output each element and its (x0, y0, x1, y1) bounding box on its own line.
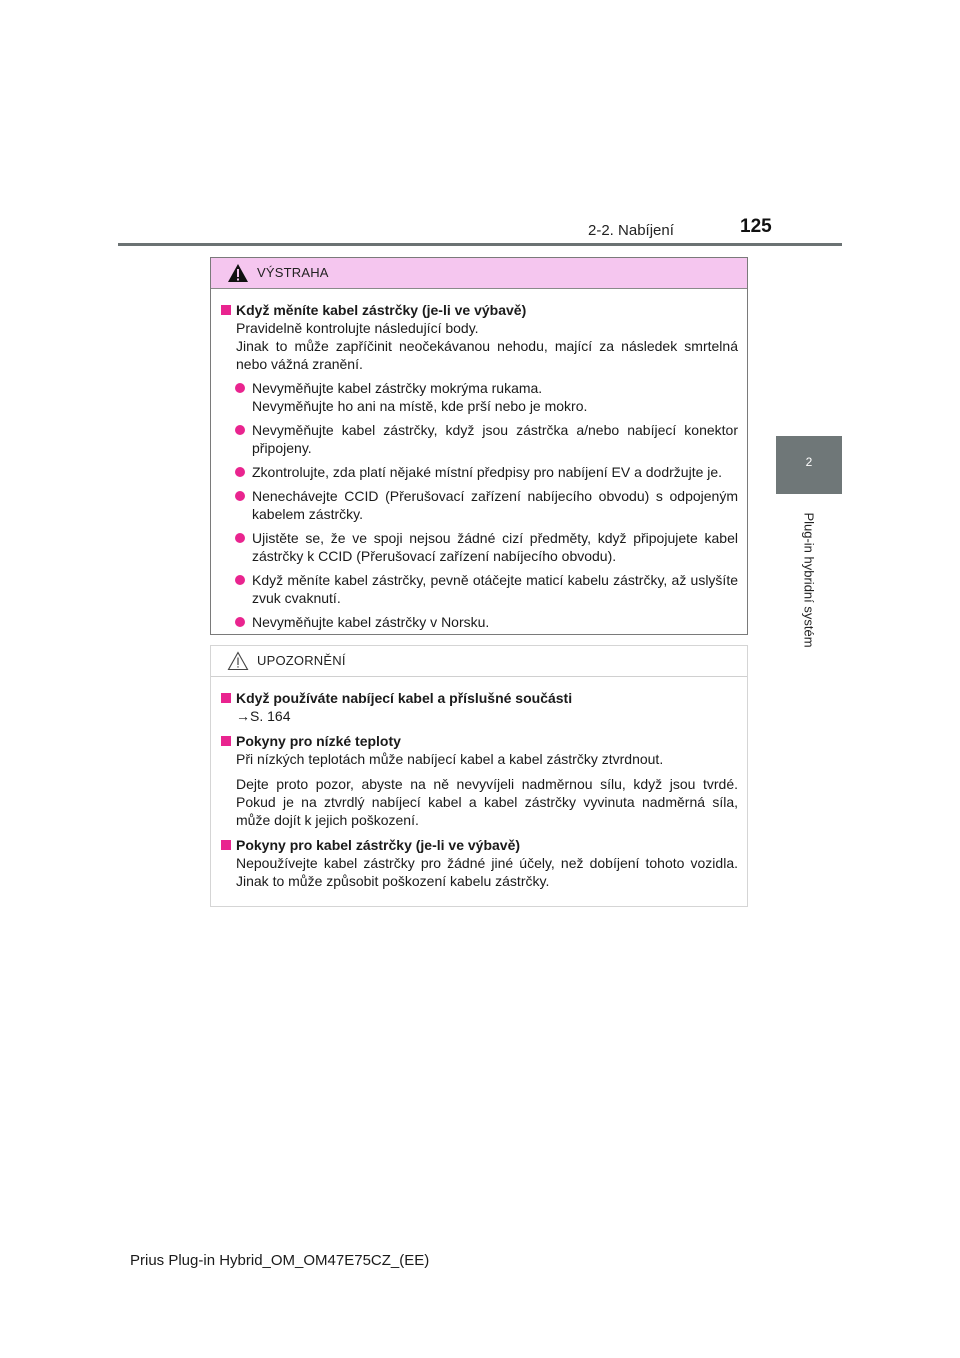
warning-intro: Pravidelně kontrolujte následující body. (236, 320, 479, 336)
dot-bullet-icon (235, 617, 245, 627)
list-item: Nevyměňujte kabel zástrčky, když jsou zástrčka a/nebo nabíjecí konektor připojeny. (220, 421, 738, 457)
warning-content (211, 289, 747, 631)
dot-bullet-icon (235, 425, 245, 435)
chapter-tab: 2 (776, 436, 842, 494)
caution-content (211, 677, 747, 890)
dot-bullet-icon (235, 491, 245, 501)
caution-heading-2: Pokyny pro nízké teploty (220, 732, 738, 750)
caution-box (210, 645, 748, 907)
header-rule (118, 243, 842, 246)
caution-text-3: Nepoužívejte kabel zástrčky pro žádné jiné účely, než dobíjení tohoto vozidla. Jinak to může způsobit poškození kabelu zástrčky. (236, 855, 738, 889)
caution-heading-3: Pokyny pro kabel zástrčky (je-li ve výbavě) (220, 836, 738, 854)
caution-title: UPOZORNĚNÍ (257, 653, 346, 668)
warning-heading: Když měníte kabel zástrčky (je-li ve výbavě) (220, 301, 738, 319)
page-number: 125 (740, 216, 772, 237)
section-title: 2-2. Nabíjení (588, 222, 674, 239)
warning-box (210, 257, 748, 635)
list-item: Ujistěte se, že ve spoji nejsou žádné cizí předměty, když připojujete kabel zástrčky k CCID (Přerušovací zařízení nabíjecího obvodu). (220, 529, 738, 565)
dot-bullet-icon (235, 575, 245, 585)
caution-box-header (211, 646, 747, 677)
list-item: Nenechávejte CCID (Přerušovací zařízení nabíjecího obvodu) s odpojeným kabelem zástrčky. (220, 487, 738, 523)
caution-heading-1: Když používáte nabíjecí kabel a příslušné součásti (220, 689, 738, 707)
caution-text-2b: Dejte proto pozor, abyste na ně nevyvíjeli nadměrnou sílu, když jsou tvrdé. Pokud je na ztvrdlý nabíjecí kabel a kabel zástrčky vyvinuta nadměrná síla, může dojít k jejich poškození. (236, 776, 738, 828)
caution-text-1: →S. 164 (236, 708, 291, 724)
document-id: Prius Plug-in Hybrid_OM_OM47E75CZ_(EE) (130, 1252, 430, 1269)
dot-bullet-icon (235, 533, 245, 543)
chapter-label (776, 500, 842, 660)
chapter-label-text: Plug-in hybridní systém (801, 512, 817, 648)
caution-text-2a: Při nízkých teplotách může nabíjecí kabel a kabel zástrčky ztvrdnout. (236, 751, 664, 767)
list-item: Zkontrolujte, zda platí nějaké místní předpisy pro nabíjení EV a dodržujte je. (220, 463, 738, 481)
list-item: Nevyměňujte kabel zástrčky mokrýma rukama. Nevyměňujte ho ani na místě, kde prší nebo je mokro. (220, 379, 738, 415)
caution-triangle-icon (227, 651, 249, 671)
warning-box-header (211, 258, 747, 289)
list-item: Když měníte kabel zástrčky, pevně otáčejte maticí kabelu zástrčky, až uslyšíte zvuk cvaknutí. (220, 571, 738, 607)
square-bullet-icon (221, 305, 231, 315)
warning-title: VÝSTRAHA (257, 265, 329, 280)
square-bullet-icon (221, 840, 231, 850)
dot-bullet-icon (235, 383, 245, 393)
square-bullet-icon (221, 693, 231, 703)
square-bullet-icon (221, 736, 231, 746)
dot-bullet-icon (235, 467, 245, 477)
page-header (0, 0, 960, 250)
warning-intro-2: Jinak to může zapříčinit neočekávanou nehodu, mající za následek smrtelná nebo vážná zranění. (236, 338, 738, 372)
list-item: Nevyměňujte kabel zástrčky v Norsku. (220, 613, 738, 631)
warning-triangle-icon (227, 263, 249, 283)
